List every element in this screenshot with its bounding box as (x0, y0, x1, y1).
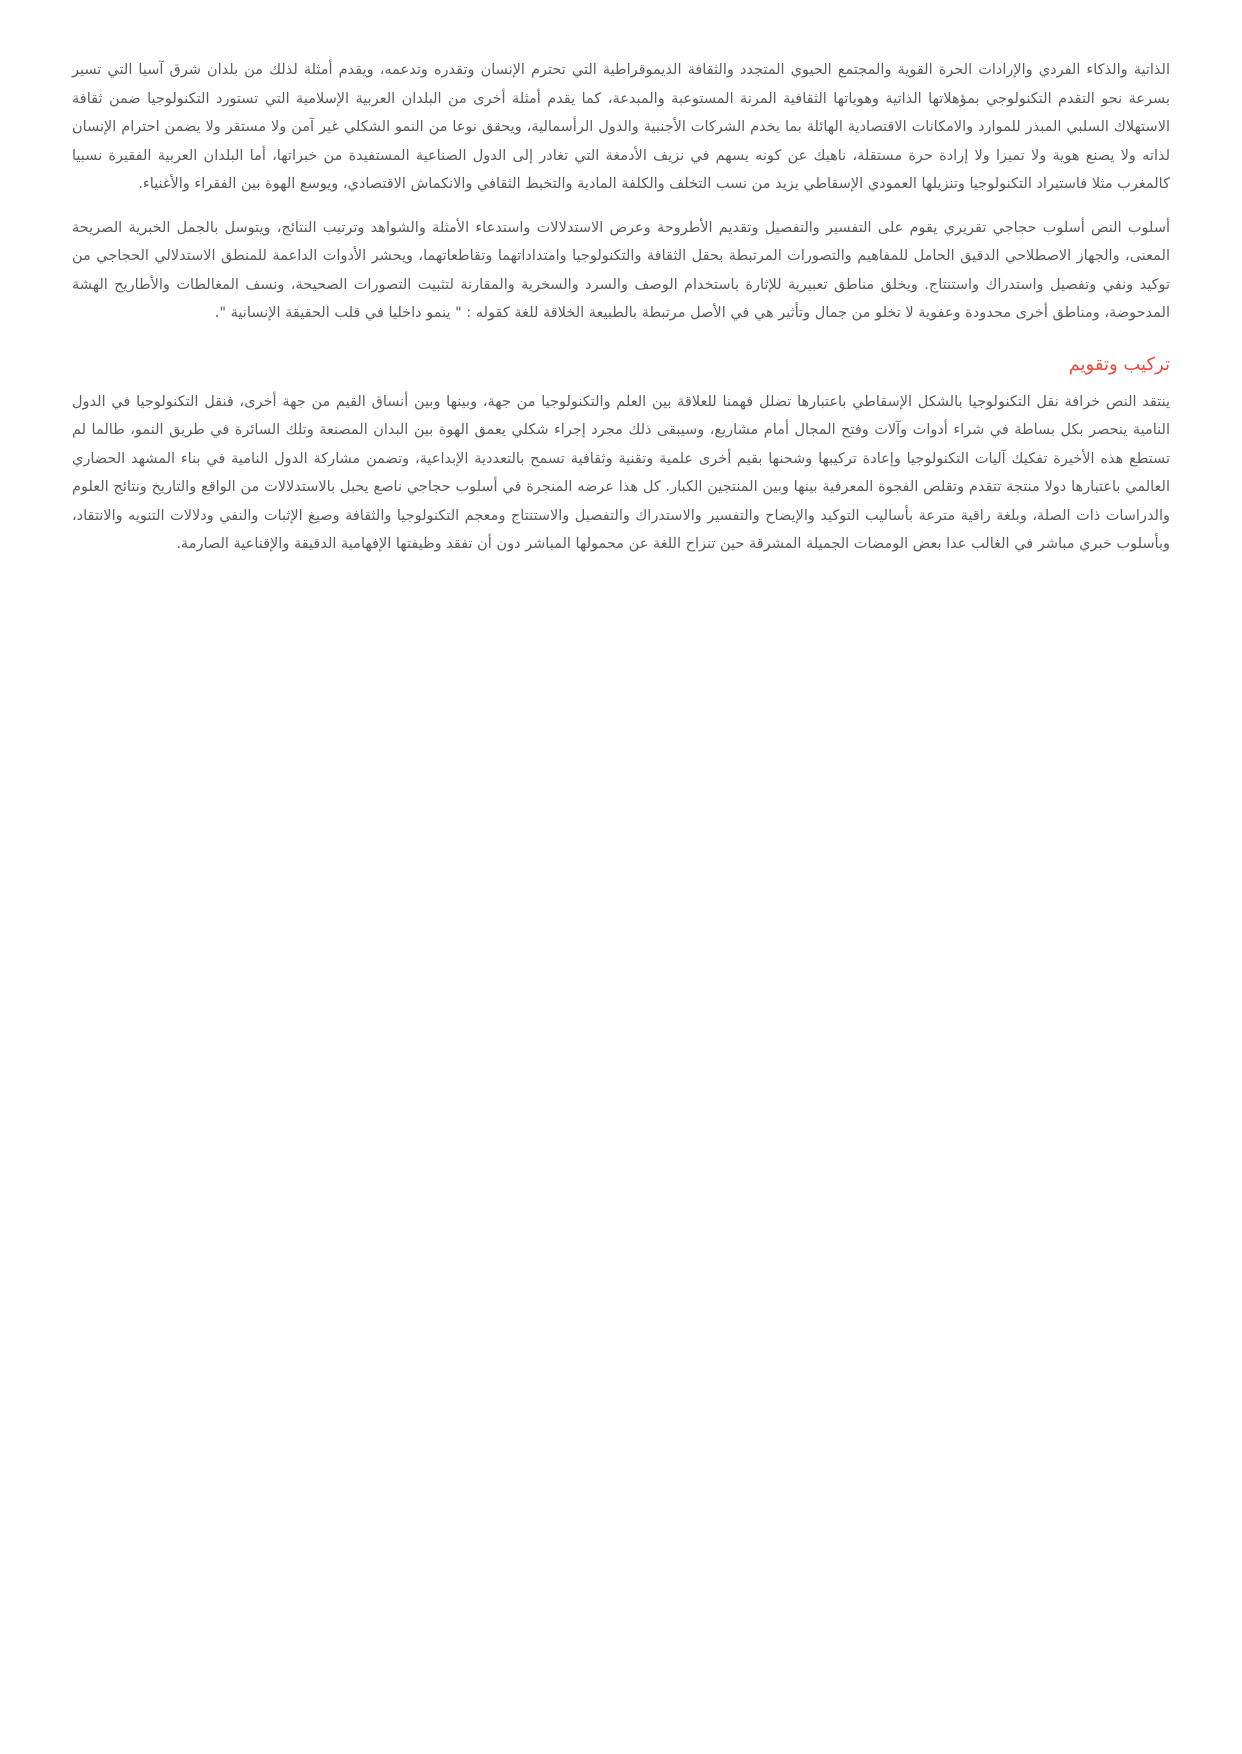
body-paragraph-2: أسلوب النص أسلوب حجاجي تقريري يقوم على التفسير والتفصيل وتقديم الأطروحة وعرض الاستدلالات واستدعاء الأمثلة والشواهد وترتيب النتائج، ويتوسل بالجمل الخبرية الصريحة المعنى، والجهاز الاصطلاحي الدقيق الحامل للمفاهيم والتصورات المرتبطة بحقل الثقافة والتكنولوجيا وامتداداتهما وتقاطعاتهما، ويحشر الأدوات الداعمة للمنطق الاستدلالي الحجاجي من توكيد ونفي وتفصيل واستدراك واستنتاج. ويخلق مناطق تعبيرية للإثارة باستخدام الوصف والسرد والسخرية والمقارنة لتثبيت التصورات الصحيحة، ونسف المغالطات والأطاريح الهشة المدحوضة، ومناطق أخرى محدودة وعفوية لا تخلو من جمال وتأثير هي في الأصل مرتبطة بالطبيعة الخلاقة للغة كقوله : " ينمو داخليا في قلب الحقيقة الإنسانية ". (72, 219, 1170, 321)
section-heading: تركيب وتقويم (1068, 353, 1170, 375)
document-page (72, 56, 1170, 574)
body-paragraph-1: الذاتية والذكاء الفردي والإرادات الحرة القوية والمجتمع الحيوي المتجدد والثقافة الديموقراطية التي تحترم الإنسان وتقدره وتدعمه، ويقدم أمثلة لذلك من بلدان شرق آسيا التي تسير بسرعة نحو التقدم التكنولوجي بمؤهلاتها الذاتية وهوياتها الثقافية المرنة المستوعبة والمبدعة، كما يقدم أمثلة أخرى من البلدان العربية الإسلامية التي تستورد التكنولوجيا ضمن ثقافة الاستهلاك السلبي المبذر للموارد والامكانات الاقتصادية الهائلة بما يخدم الشركات الأجنبية والدول الرأسمالية، ويحقق نوعا من النمو الشكلي غير آمن ولا مستقر ولا يضمن احترام الإنسان لذاته ولا يصنع هوية ولا تميزا ولا إرادة حرة مستقلة، ناهيك عن كونه يسهم في نزيف الأدمغة التي تغادر إلى الدول الصناعية المستفيدة من خبراتها، أما البلدان العربية الفقيرة نسبيا كالمغرب مثلا فاستيراد التكنولوجيا وتنزيلها العمودي الإسقاطي يزيد من نسب التخلف والكلفة المادية والتخبط الثقافي والانكماش الاقتصادي، ويوسع الهوة بين الفقراء والأغنياء. (72, 62, 1170, 192)
section-paragraph: ينتقد النص خرافة نقل التكنولوجيا بالشكل الإسقاطي باعتبارها تضلل فهمنا للعلاقة بين العلم والتكنولوجيا من جهة، وبينها وبين أنساق القيم من جهة أخرى، فنقل التكنولوجيا في الدول النامية ينحصر بكل بساطة في شراء أدوات وآلات وفتح المجال أمام مشاريع، وسيبقى ذلك مجرد إجراء شكلي يعمق الهوة بين البدان المصنعة وتلك السائرة في طريق النمو، طالما لم تستطع هذه الأخيرة تفكيك آليات التكنولوجيا وإعادة تركيبها وشحنها بقيم أخرى علمية وتقنية وثقافية تسمح بالتعددية الإبداعية، وتضمن مشاركة الدول النامية في بناء المشهد الحضاري العالمي باعتبارها دولا منتجة تتقدم وتقلص الفجوة المعرفية بينها وبين المنتجين الكبار. كل هذا عرضه المنجرة في أسلوب حجاجي ناصع يحبل بالاستدلالات من الواقع والتاريخ ونتائج العلوم والدراسات ذات الصلة، وبلغة راقية مترعة بأساليب التوكيد والإيضاح والتفسير والاستدراك والتفصيل والاستنتاج ومعجم التكنولوجيا والثقافة وصيغ الإثبات والنفي ودلالات التنويه والانتقاد، وبأسلوب خبري مباشر في الغالب عدا بعض الومضات الجميلة المشرقة حين تنزاح اللغة عن محمولها المباشر دون أن تفقد وظيفتها الإفهامية الدقيقة والإقناعية الصارمة. (72, 393, 1170, 552)
